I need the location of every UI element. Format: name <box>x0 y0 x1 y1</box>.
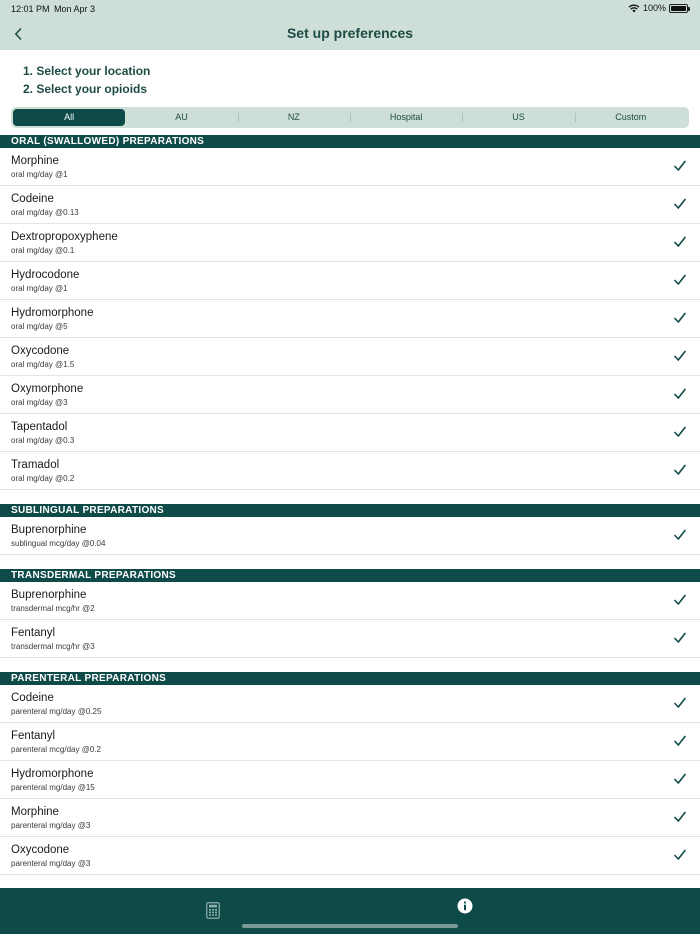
opioid-name: Oxycodone <box>11 844 70 856</box>
checkmark-icon <box>674 735 686 747</box>
opioid-row[interactable] <box>0 620 700 658</box>
opioid-row[interactable] <box>0 582 700 620</box>
opioid-name: Oxycodone <box>11 345 70 357</box>
opioid-conversion: parenteral mg/day @15 <box>11 783 95 792</box>
status-bar <box>0 0 700 18</box>
opioid-row[interactable] <box>0 186 700 224</box>
opioid-conversion: oral mg/day @1 <box>11 284 68 293</box>
opioid-conversion: parenteral mg/day @0.25 <box>11 707 102 716</box>
opioid-name: Hydrocodone <box>11 269 80 281</box>
checkmark-icon <box>674 594 686 606</box>
opioid-conversion: oral mg/day @3 <box>11 398 68 407</box>
section-header: PARENTERAL PREPARATIONS <box>0 672 700 685</box>
opioid-row[interactable] <box>0 338 700 376</box>
checkmark-icon <box>674 274 686 286</box>
opioid-name: Morphine <box>11 155 59 167</box>
checkmark-icon <box>674 426 686 438</box>
opioid-conversion: sublingual mcg/day @0.04 <box>11 539 106 548</box>
opioid-row[interactable] <box>0 452 700 490</box>
opioid-row[interactable] <box>0 799 700 837</box>
opioid-row[interactable] <box>0 685 700 723</box>
checkmark-icon <box>674 198 686 210</box>
location-segmented-control <box>11 107 689 128</box>
segment-au[interactable]: AU <box>175 112 188 122</box>
opioid-row[interactable] <box>0 517 700 555</box>
battery-icon <box>669 4 688 13</box>
opioid-conversion: oral mg/day @1 <box>11 170 68 179</box>
battery-percent: 100% <box>642 3 666 13</box>
checkmark-icon <box>674 388 686 400</box>
opioid-name: Tapentadol <box>11 421 68 433</box>
section-3 <box>0 672 700 875</box>
opioid-conversion: parenteral mg/day @3 <box>11 821 91 830</box>
segment-us[interactable]: US <box>462 109 574 126</box>
opioid-name: Hydromorphone <box>11 768 94 780</box>
checkmark-icon <box>674 529 686 541</box>
status-date: Mon Apr 3 <box>54 4 96 14</box>
opioid-row[interactable] <box>0 761 700 799</box>
home-indicator <box>242 924 458 928</box>
wifi-icon <box>628 4 640 13</box>
checkmark-icon <box>674 773 686 785</box>
section-header: ORAL (SWALLOWED) PREPARATIONS <box>0 135 700 148</box>
section-2 <box>0 569 700 658</box>
info-icon[interactable] <box>457 898 473 914</box>
opioid-row[interactable] <box>0 414 700 452</box>
checkmark-icon <box>674 350 686 362</box>
opioid-row[interactable] <box>0 148 700 186</box>
opioid-conversion: oral mg/day @1.5 <box>11 360 75 369</box>
status-indicators <box>628 3 688 13</box>
section-header: SUBLINGUAL PREPARATIONS <box>0 504 700 517</box>
opioid-name: Buprenorphine <box>11 524 87 536</box>
checkmark-icon <box>674 464 686 476</box>
opioid-conversion: parenteral mcg/day @0.2 <box>11 745 101 754</box>
opioid-row[interactable] <box>0 723 700 761</box>
opioid-name: Codeine <box>11 193 54 205</box>
steps-instructions <box>23 62 150 98</box>
segment-custom[interactable]: Custom <box>575 109 687 126</box>
checkmark-icon <box>674 811 686 823</box>
opioid-name: Morphine <box>11 806 59 818</box>
status-time: 12:01 PM <box>11 4 50 14</box>
opioid-conversion: oral mg/day @0.1 <box>11 246 75 255</box>
page-title: Set up preferences <box>286 25 414 41</box>
opioid-row[interactable] <box>0 224 700 262</box>
opioid-name: Fentanyl <box>11 730 56 742</box>
section-header: TRANSDERMAL PREPARATIONS <box>0 569 700 582</box>
checkmark-icon <box>674 849 686 861</box>
opioid-conversion: oral mg/day @5 <box>11 322 68 331</box>
opioid-conversion: parenteral mg/day @3 <box>11 859 91 868</box>
calculator-icon[interactable] <box>206 902 220 919</box>
opioid-row[interactable] <box>0 376 700 414</box>
checkmark-icon <box>674 697 686 709</box>
step-location: 1. Select your location <box>23 64 151 78</box>
opioid-conversion: oral mg/day @0.3 <box>11 436 75 445</box>
section-0 <box>0 135 700 490</box>
opioid-name: Buprenorphine <box>11 589 87 601</box>
opioid-name: Codeine <box>11 692 54 704</box>
opioid-name: Hydromorphone <box>11 307 94 319</box>
opioid-row[interactable] <box>0 300 700 338</box>
opioid-row[interactable] <box>0 262 700 300</box>
segment-all[interactable]: All <box>13 109 125 126</box>
checkmark-icon <box>674 236 686 248</box>
checkmark-icon <box>674 312 686 324</box>
opioid-row[interactable] <box>0 837 700 875</box>
step-opioids: 2. Select your opioids <box>23 82 148 96</box>
segment-hospital[interactable]: Hospital <box>350 109 462 126</box>
opioid-conversion: oral mg/day @0.2 <box>11 474 75 483</box>
opioid-name: Tramadol <box>11 459 60 471</box>
checkmark-icon <box>674 632 686 644</box>
segment-nz[interactable]: NZ <box>238 109 350 126</box>
opioid-conversion: transdermal mcg/hr @3 <box>11 642 95 651</box>
opioid-name: Fentanyl <box>11 627 56 639</box>
opioid-list <box>0 135 700 875</box>
opioid-name: Oxymorphone <box>11 383 84 395</box>
opioid-name: Dextropropoxyphene <box>11 231 118 243</box>
opioid-conversion: oral mg/day @0.13 <box>11 208 79 217</box>
opioid-conversion: transdermal mcg/hr @2 <box>11 604 95 613</box>
checkmark-icon <box>674 160 686 172</box>
section-1 <box>0 504 700 555</box>
